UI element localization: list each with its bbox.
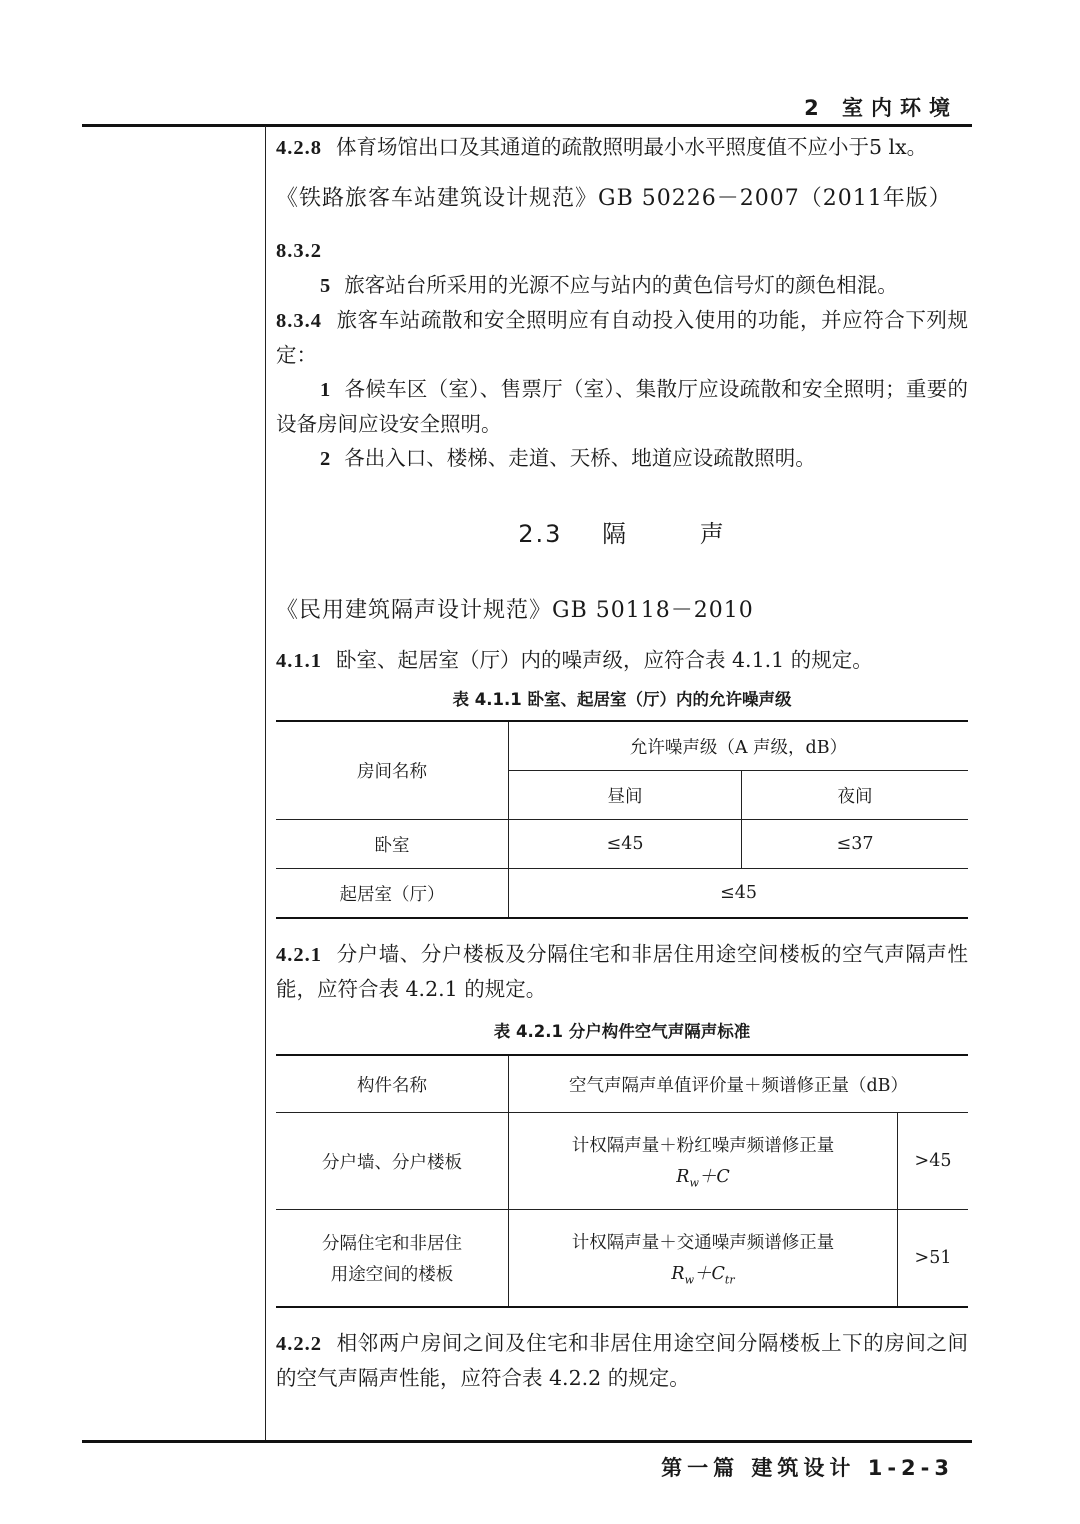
header-room: 房间名称 (276, 721, 509, 820)
clause-8-3-2 (276, 233, 968, 268)
cell-measure (509, 1113, 898, 1210)
table-row (276, 1113, 968, 1210)
section-number: 2.3 (518, 520, 563, 548)
clause-4-1-1 (276, 643, 968, 678)
clause-text: 相邻两户房间之间及住宅和非居住用途空间分隔楼板上下的房间之间的空气声隔声性能，应符合表 4.2.2 的规定。 (276, 1331, 968, 1390)
measure-formula: $R_w+C_{tr}$ (671, 1264, 735, 1287)
measure-text: 计权隔声量＋交通噪声频谱修正量 (571, 1233, 835, 1254)
clause-number: 4.2.2 (276, 1333, 322, 1355)
clause-number: 4.2.1 (276, 944, 322, 966)
item-number: 1 (320, 379, 331, 401)
chapter-header: 2 室内环境 (804, 96, 958, 120)
table-row (276, 1210, 968, 1308)
clause-number: 4.1.1 (276, 650, 322, 672)
header-rule (82, 124, 972, 127)
item-number: 5 (320, 275, 331, 297)
item-text: 各出入口、楼梯、走道、天桥、地道应设疏散照明。 (344, 446, 816, 470)
clause-8-3-2-item-5 (276, 268, 968, 303)
cell-day: ≤45 (509, 820, 742, 869)
section-heading (276, 514, 968, 549)
cell-room: 起居室（厅） (276, 869, 509, 919)
clause-text: 旅客车站疏散和安全照明应有自动投入使用的功能，并应符合下列规定： (276, 308, 968, 367)
table-caption: 表 4.1.1 卧室、起居室（厅）内的允许噪声级 (452, 690, 792, 709)
clause-8-3-4 (276, 303, 968, 372)
header-component: 构件名称 (276, 1055, 509, 1113)
clause-text: 卧室、起居室（厅）内的噪声级，应符合表 4.1.1 的规定。 (336, 648, 873, 672)
standard-title-railway: 《铁路旅客车站建筑设计规范》GB 50226－2007（2011年版） (276, 186, 952, 211)
clause-number: 4.2.8 (276, 137, 322, 159)
header-value: 空气声隔声单值评价量＋频谱修正量（dB） (509, 1055, 969, 1113)
section-title-char-2: 声 (699, 520, 726, 548)
margin-divider (265, 126, 266, 1440)
measure-formula: $R_w+C$ (676, 1167, 730, 1190)
clause-8-3-4-item-1 (276, 372, 968, 441)
cell-measure (509, 1210, 898, 1308)
item-number: 2 (320, 448, 331, 470)
item-text: 各候车区（室）、售票厅（室）、集散厅应设疏散和安全照明；重要的设备房间应设安全照明。 (276, 377, 968, 436)
table-row (276, 869, 968, 919)
cell-requirement: >51 (898, 1210, 969, 1308)
standard-title-sound: 《民用建筑隔声设计规范》GB 50118－2010 (276, 598, 754, 623)
header-day: 昼间 (509, 771, 742, 820)
sound-insulation-table (276, 1054, 968, 1308)
table-caption: 表 4.2.1 分户构件空气声隔声标准 (493, 1022, 751, 1041)
noise-level-table (276, 720, 968, 919)
cell-level: ≤45 (509, 869, 969, 919)
cell-requirement: >45 (898, 1113, 969, 1210)
clause-8-3-4-item-2 (276, 441, 968, 476)
clause-4-2-2 (276, 1326, 968, 1395)
page-content (276, 130, 968, 1395)
clause-4-2-1 (276, 937, 968, 1006)
clause-number: 8.3.4 (276, 310, 322, 332)
clause-number: 8.3.2 (276, 240, 322, 262)
clause-4-2-8 (276, 130, 968, 165)
header-night: 夜间 (742, 771, 969, 820)
clause-text: 分户墙、分户楼板及分隔住宅和非居住用途空间楼板的空气声隔声性能，应符合表 4.2.1 的规定。 (276, 942, 968, 1001)
clause-text: 体育场馆出口及其通道的疏散照明最小水平照度值不应小于5 lx。 (336, 135, 928, 159)
footer-rule (82, 1440, 972, 1443)
header-level: 允许噪声级（A 声级，dB） (509, 721, 969, 771)
cell-night: ≤37 (742, 820, 969, 869)
cell-room: 卧室 (276, 820, 509, 869)
section-title-char-1: 隔 (602, 520, 629, 548)
measure-text: 计权隔声量＋粉红噪声频谱修正量 (571, 1136, 835, 1157)
item-text: 旅客站台所采用的光源不应与站内的黄色信号灯的颜色相混。 (344, 273, 898, 297)
table-row (276, 820, 968, 869)
page-footer: 第一篇 建筑设计 1-2-3 (661, 1456, 954, 1480)
cell-component: 分户墙、分户楼板 (276, 1113, 509, 1210)
cell-component: 分隔住宅和非居住 用途空间的楼板 (276, 1210, 509, 1308)
